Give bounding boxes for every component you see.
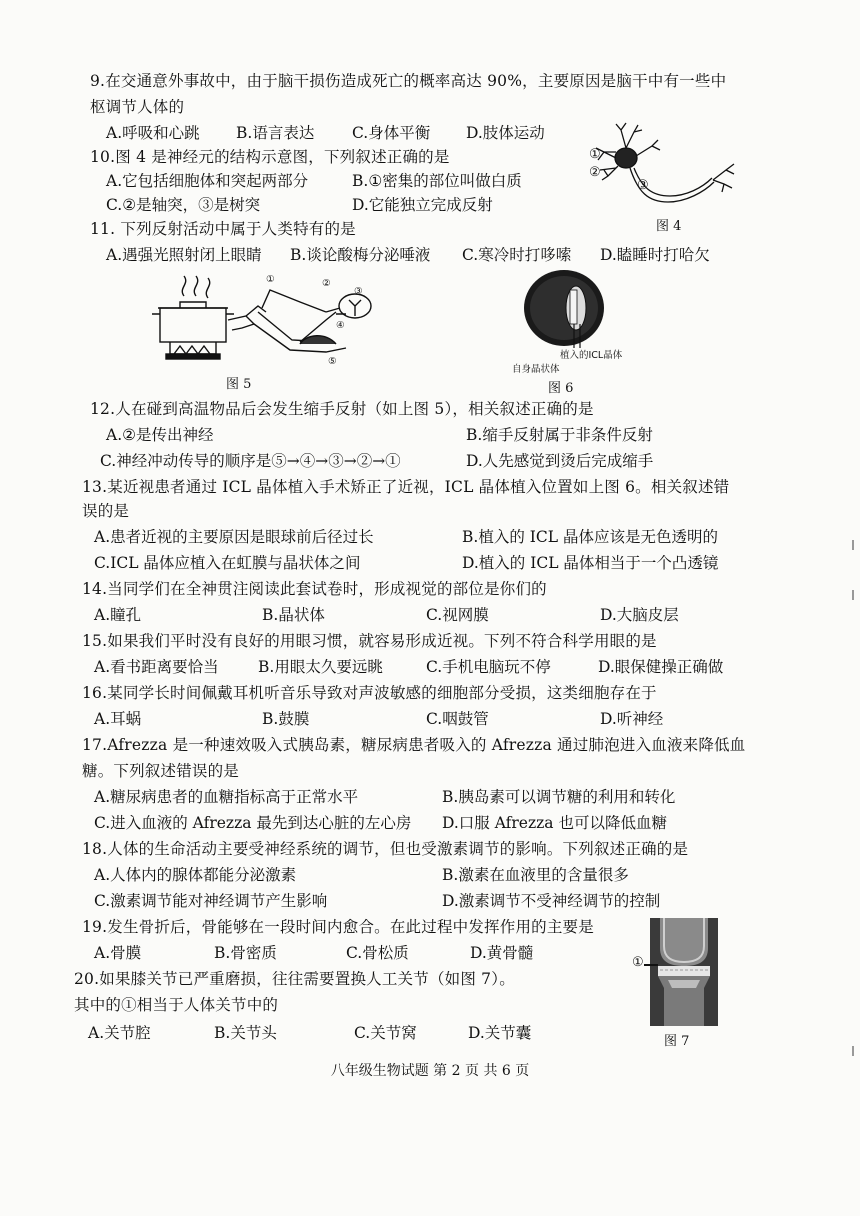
scan-edge-mark (852, 1046, 854, 1056)
fig7-label-1: ① (632, 955, 644, 970)
fig5-label-3: ③ (354, 286, 363, 297)
q19-option-c: C.骨松质 (346, 944, 409, 962)
q19-option-a: A.骨膜 (94, 944, 142, 962)
q16-option-d: D.听神经 (600, 710, 664, 728)
q16-option-c: C.咽鼓管 (426, 710, 489, 728)
q14-option-a: A.瞳孔 (94, 606, 142, 624)
fig6-icl-label: 植入的ICL晶体 (560, 350, 623, 361)
q11-option-c: C.寒冷时打哆嗦 (462, 246, 572, 264)
q18-option-c: C.激素调节能对神经调节产生影响 (94, 892, 328, 910)
scan-edge-mark (852, 590, 854, 600)
q12-option-a: A.②是传出神经 (106, 426, 214, 444)
page-footer: 八年级生物试题 第 2 页 共 6 页 (330, 1063, 530, 1079)
q15-stem: 15.如果我们平时没有良好的用眼习惯，就容易形成近视。下列不符合科学用眼的是 (82, 632, 657, 650)
q15-option-b: B.用眼太久要远眺 (258, 658, 383, 676)
q19-option-b: B.骨密质 (214, 944, 277, 962)
q13-option-d: D.植入的 ICL 晶体相当于一个凸透镜 (462, 554, 719, 572)
q12-option-c: C.神经冲动传导的顺序是⑤→④→③→②→① (100, 452, 401, 470)
q11-option-a: A.遇强光照射闭上眼睛 (106, 246, 262, 264)
q19-stem: 19.发生骨折后，骨能够在一段时间内愈合。在此过程中发挥作用的主要是 (82, 918, 594, 936)
q18-option-b: B.激素在血液里的含量很多 (442, 866, 629, 884)
q17-stem-line1: 17.Afrezza 是一种速效吸入式胰岛素，糖尿病患者吸入的 Afrezza 通过肺泡进入血液来降低血 (82, 736, 746, 754)
figure-4-neuron (586, 122, 746, 222)
q17-option-c: C.进入血液的 Afrezza 最先到达心脏的左心房 (94, 814, 412, 832)
q14-option-c: C.视网膜 (426, 606, 489, 624)
fig4-label-3: ③ (637, 178, 649, 193)
q17-option-a: A.糖尿病患者的血糖指标高于正常水平 (94, 788, 359, 806)
figure-7-knee-joint (650, 918, 718, 1026)
q18-stem: 18.人体的生命活动主要受神经系统的调节，但也受激素调节的影响。下列叙述正确的是 (82, 840, 689, 858)
fig5-label-2: ② (322, 278, 331, 289)
fig7-caption: 图 7 (664, 1034, 690, 1049)
q13-stem-line2: 误的是 (82, 502, 130, 520)
q18-option-d: D.激素调节不受神经调节的控制 (442, 892, 661, 910)
q19-option-d: D.黄骨髓 (470, 944, 534, 962)
q9-stem-line2: 枢调节人体的 (90, 98, 185, 116)
q12-option-b: B.缩手反射属于非条件反射 (466, 426, 653, 444)
figure-6-eye (518, 268, 610, 350)
q9-option-b: B.语言表达 (236, 124, 315, 142)
q17-stem-line2: 糖。下列叙述错误的是 (82, 762, 240, 780)
q15-option-c: C.手机电脑玩不停 (426, 658, 551, 676)
q20-option-d: D.关节囊 (468, 1024, 532, 1042)
q13-option-c: C.ICL 晶体应植入在虹膜与晶状体之间 (94, 554, 361, 572)
q12-stem: 12.人在碰到高温物品后会发生缩手反射（如上图 5），相关叙述正确的是 (90, 400, 594, 418)
fig5-caption: 图 5 (226, 377, 252, 392)
q14-option-d: D.大脑皮层 (600, 606, 679, 624)
q11-option-b: B.谈论酸梅分泌唾液 (290, 246, 431, 264)
q20-option-c: C.关节窝 (354, 1024, 417, 1042)
q9-option-d: D.肢体运动 (466, 124, 545, 142)
q11-option-d: D.瞌睡时打哈欠 (600, 246, 710, 264)
fig5-label-5: ⑤ (328, 356, 337, 367)
q20-option-a: A.关节腔 (88, 1024, 151, 1042)
fig6-caption: 图 6 (548, 381, 574, 396)
q15-option-d: D.眼保健操正确做 (598, 658, 724, 676)
fig4-caption: 图 4 (656, 219, 682, 234)
q20-option-b: B.关节头 (214, 1024, 277, 1042)
q13-option-b: B.植入的 ICL 晶体应该是无色透明的 (462, 528, 718, 546)
q9-stem-line1: 9.在交通意外事故中，由于脑干损伤造成死亡的概率高达 90%，主要原因是脑干中有一些中 (90, 72, 727, 90)
q13-option-a: A.患者近视的主要原因是眼球前后径过长 (94, 528, 374, 546)
q16-stem: 16.某同学长时间佩戴耳机听音乐导致对声波敏感的细胞部分受损，这类细胞存在于 (82, 684, 657, 702)
q9-option-c: C.身体平衡 (352, 124, 431, 142)
q10-option-b: B.①密集的部位叫做白质 (352, 172, 522, 190)
q13-stem-line1: 13.某近视患者通过 ICL 晶体植入手术矫正了近视，ICL 晶体植入位置如上图 6。相关叙述错 (82, 478, 730, 496)
q10-option-d: D.它能独立完成反射 (352, 196, 493, 214)
q11-stem: 11. 下列反射活动中属于人类特有的是 (90, 220, 356, 238)
fig6-lens-label: 自身晶状体 (512, 364, 560, 375)
q15-option-a: A.看书距离要恰当 (94, 658, 219, 676)
q10-stem: 10.图 4 是神经元的结构示意图，下列叙述正确的是 (90, 148, 450, 166)
fig5-label-1: ① (266, 274, 275, 285)
fig7-pointer-line (644, 964, 658, 966)
q10-option-c: C.②是轴突，③是树突 (106, 196, 261, 214)
scan-edge-mark (852, 540, 854, 550)
q17-option-d: D.口服 Afrezza 也可以降低血糖 (442, 814, 667, 832)
q12-option-d: D.人先感觉到烫后完成缩手 (466, 452, 654, 470)
q20-stem-line2: 其中的①相当于人体关节中的 (74, 996, 279, 1014)
fig4-label-1: ① (589, 147, 601, 162)
fig4-label-2: ② (589, 165, 601, 180)
q14-stem: 14.当同学们在全神贯注阅读此套试卷时，形成视觉的部位是你们的 (82, 580, 547, 598)
q17-option-b: B.胰岛素可以调节糖的利用和转化 (442, 788, 676, 806)
q10-option-a: A.它包括细胞体和突起两部分 (106, 172, 309, 190)
q16-option-b: B.鼓膜 (262, 710, 310, 728)
q9-option-a: A.呼吸和心跳 (106, 124, 200, 142)
q14-option-b: B.晶状体 (262, 606, 325, 624)
q18-option-a: A.人体内的腺体都能分泌激素 (94, 866, 297, 884)
q16-option-a: A.耳蜗 (94, 710, 142, 728)
q20-stem-line1: 20.如果膝关节已严重磨损，往往需要置换人工关节（如图 7）。 (74, 970, 515, 988)
fig5-label-4: ④ (336, 320, 345, 331)
